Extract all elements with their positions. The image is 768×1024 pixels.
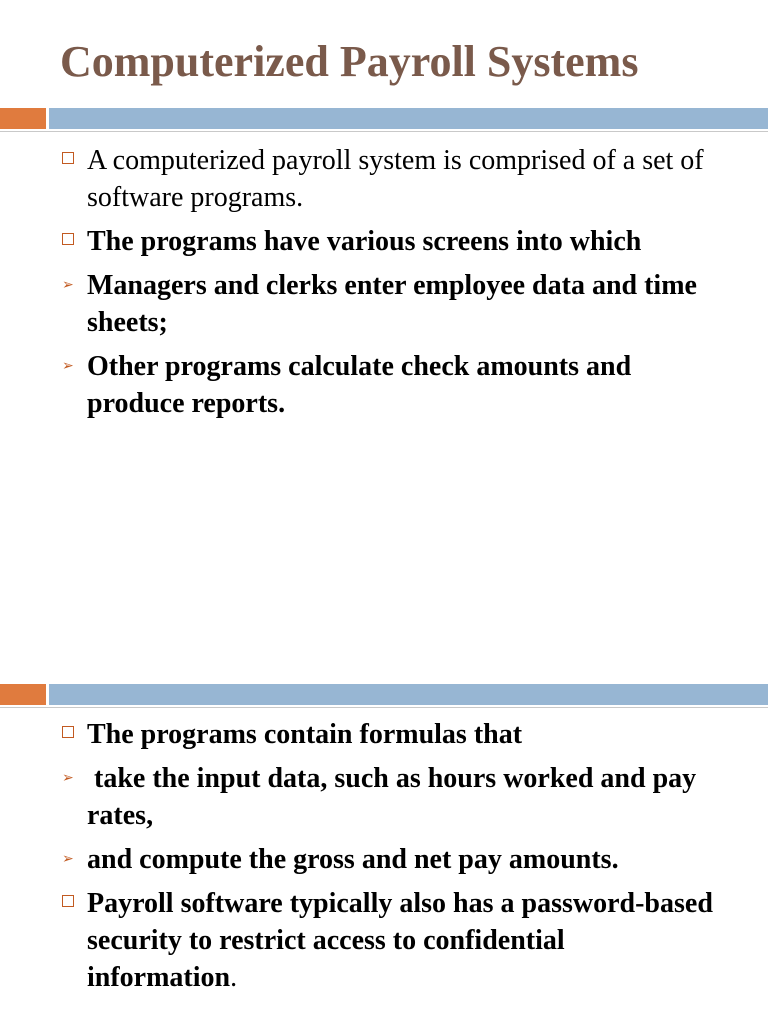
rule-blue-bar	[49, 684, 768, 705]
bullet-text: A computerized payroll system is comprised of a set of software programs.	[87, 145, 704, 213]
bullet-text: The programs contain formulas that	[87, 719, 523, 750]
bullet-item	[60, 267, 720, 341]
hollow-square-bullet-icon	[62, 142, 78, 179]
arrowhead-bullet-icon: ➢	[62, 277, 74, 293]
rule-orange-block	[0, 684, 46, 705]
hollow-square-bullet-icon	[62, 716, 78, 753]
bullet-item	[60, 885, 720, 996]
bullet-item	[60, 841, 720, 878]
bullet-text: The programs have various screens into which	[87, 226, 642, 257]
arrowhead-bullet-icon: ➢	[62, 851, 74, 867]
bullet-text-period: .	[230, 962, 238, 993]
rule-blue-bar	[49, 108, 768, 129]
bullet-text: and compute the gross and net pay amounts.	[87, 844, 619, 875]
bullet-item	[60, 760, 720, 834]
bullet-text: take the input data, such as hours worked and pay rates,	[87, 763, 704, 831]
arrowhead-bullet-icon: ➢	[62, 358, 74, 374]
bullet-text: Managers and clerks enter employee data and time sheets;	[87, 270, 697, 338]
rule-hairline	[0, 131, 768, 132]
bullet-text: Other programs calculate check amounts and produce reports.	[87, 351, 632, 419]
bullet-item	[60, 348, 720, 422]
hollow-square-bullet-icon	[62, 223, 78, 260]
slide-title: Computerized Payroll Systems	[60, 37, 639, 86]
bullet-item	[60, 716, 720, 753]
bullet-text: Payroll software typically also has a password-based security to restrict access to confidential information	[87, 888, 713, 993]
bullet-item	[60, 223, 720, 260]
hollow-square-bullet-icon	[62, 885, 78, 922]
title-rule	[0, 108, 768, 129]
bullet-list	[60, 716, 720, 1003]
rule-hairline	[0, 707, 768, 708]
bullet-item	[60, 142, 720, 216]
bullet-list	[60, 142, 720, 429]
title-rule	[0, 684, 768, 705]
arrowhead-bullet-icon: ➢	[62, 770, 74, 786]
slide-2	[0, 672, 768, 1024]
rule-orange-block	[0, 108, 46, 129]
